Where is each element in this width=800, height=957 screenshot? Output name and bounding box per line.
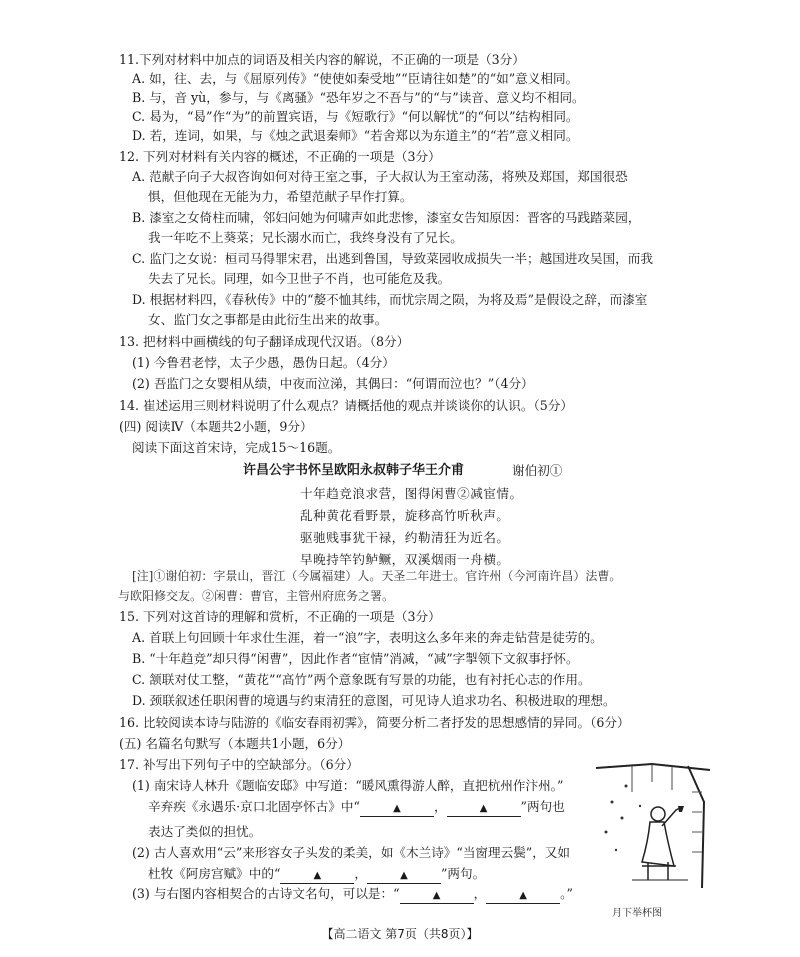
blank-marker: ▲ — [313, 870, 322, 881]
fill-q2-suffix: ”两句。 — [440, 866, 486, 881]
text-line: A. 如，往、去，与《屈原列传》“使使如秦受地”“臣请往如楚”的“如”意义相同。 — [132, 71, 579, 86]
text-line: (2) 古人喜欢用“云”来形容女子头发的柔美，如《木兰诗》“当窗理云鬓”，又如 — [132, 845, 571, 860]
blank-marker: ▲ — [519, 890, 527, 901]
text-line: 17. 补写出下列句子中的空缺部分。（6分） — [119, 757, 359, 772]
text-line: 表达了类似的担忧。 — [148, 824, 262, 839]
poem-author: 谢伯初① — [512, 463, 563, 478]
text-line: (1) 今鲁君老悖，太子少愚，愚伪日起。（4分） — [132, 355, 395, 370]
page-footer: 【高二语文 第7页（共8页）】 — [321, 927, 479, 941]
text-line: 11.下列对材料中加点的词语及相关内容的解说，不正确的一项是（3分） — [119, 52, 525, 67]
text-line: 14. 崔述运用三则材料说明了什么观点？请概括他的观点并谈谈你的认识。（5分） — [119, 398, 573, 413]
poem-line: 早晚持竿钓鲈鳜，双溪烟雨一舟横。 — [300, 552, 510, 567]
text-line: (1) 南宋诗人林升《题临安邸》中写道：“暖风熏得游人醉，直把杭州作汴州。” — [132, 778, 564, 793]
text-line: (五) 名篇名句默写（本题共1小题，6分） — [119, 736, 351, 751]
fill-question-2-line-2 — [148, 864, 485, 884]
text-line: 阅读下面这首宋诗，完成15～16题。 — [132, 440, 341, 455]
text-line: 16. 比较阅读本诗与陆游的《临安春雨初霁》，简要分析二者抒发的思想感情的异同。（6分） — [119, 715, 630, 730]
fill-q1-suffix: ”两句也 — [520, 799, 565, 814]
blank-marker: ▲ — [393, 803, 401, 814]
text-line: A. 范献子向子大叔咨询如何对待王室之事，子大叔认为王室动荡，将殃及郑国，郑国很恐 — [132, 169, 628, 184]
fill-separator: ， — [354, 866, 367, 881]
poem-note-line-2: 与欧阳修交友。②闲曹：曹官，主管州府庶务之署。 — [118, 589, 395, 603]
text-line: A. 首联上句回顾十年求仕生涯，着一“浪”字，表明这么多年来的奔走钻营是徒劳的。 — [132, 630, 603, 645]
poem-title: 许昌公宇书怀呈欧阳永叔韩子华王介甫 — [243, 463, 465, 478]
illustration-caption: 月下举杯图 — [612, 908, 662, 919]
text-line: D. 若，连词，如果，与《烛之武退秦师》“若舍郑以为东道主”的“若”意义相同。 — [132, 128, 579, 143]
poem-line: 乱种黄花看野景，旋移高竹听秋声。 — [300, 508, 510, 523]
poem-note-line-1: [注]①谢伯初：字景山，晋江（今属福建）人。天圣二年进士。官许州（今河南许昌）法曹。 — [132, 569, 622, 583]
text-line: C. 监门之女说：桓司马得罪宋君，出逃到鲁国，导致菜园收成损失一半；越国进攻吴国，而我 — [132, 251, 653, 266]
fill-separator: ， — [473, 886, 487, 901]
text-line: 惧，但他现在无能为力，希望范献子早作打算。 — [148, 189, 413, 204]
poem-line: 驱驰贱事犹干禄，约勒清狂为近名。 — [300, 530, 510, 545]
fill-separator: ， — [433, 799, 447, 814]
text-line: 女、监门女之事都是由此衍生出来的故事。 — [148, 312, 388, 327]
text-line: B. 与，音 yù，参与，与《离骚》“恐年岁之不吾与”的“与”读音、意义均不相同。 — [132, 90, 585, 105]
text-line: B. 漆室之女倚柱而啸，邻妇问她为何啸声如此悲惨，漆室女告知原因：晋客的马践踏菜园， — [132, 210, 641, 225]
fill-q3-prefix: (3) 与右图内容相契合的古诗文名句，可以是：“ — [132, 886, 400, 901]
answer-blank[interactable] — [486, 889, 560, 904]
fill-q2-prefix: 杜牧《阿房宫赋》中的“ — [148, 866, 281, 881]
text-line: (四) 阅读Ⅳ（本题共2小题，9分） — [119, 419, 313, 434]
poem-line: 十年趋竞浪求营，图得闲曹②减宦情。 — [300, 486, 523, 501]
answer-blank[interactable] — [360, 802, 434, 817]
text-line: B. “十年趋竞”却只得“闲曹”，因此作者“宦情”消减，“减”字掣领下文叙事抒怀。 — [132, 651, 579, 666]
text-line: D. 根据材料四，《春秋传》中的“嫠不恤其纬，而忧宗周之陨，为将及焉”是假设之辞，而漆室 — [132, 292, 648, 307]
text-line: C. 颔联对仗工整，“黄花”“高竹”两个意象既有写景的功能，也有衬托心志的作用。 — [132, 672, 591, 687]
answer-blank[interactable] — [367, 869, 441, 884]
answer-blank[interactable] — [447, 802, 521, 817]
answer-blank[interactable] — [280, 869, 354, 884]
text-line: 12. 下列对材料有关内容的概述，不正确的一项是（3分） — [119, 149, 441, 164]
text-line: 失去了兄长。同理，如今卫世子不肖，也可能危及我。 — [148, 271, 451, 286]
blank-marker: ▲ — [432, 890, 441, 901]
fill-q1-prefix: 辛弃疾《永遇乐·京口北固亭怀古》中“ — [148, 799, 360, 814]
text-line: D. 颈联叙述任职闲曹的境遇与约束清狂的意图，可见诗人追求功名、积极进取的理想。 — [132, 693, 616, 708]
fill-question-3 — [132, 884, 573, 904]
text-line: 15. 下列对这首诗的理解和赏析，不正确的一项是（3分） — [119, 609, 441, 624]
text-line: (2) 吾监门之女婴相从绩，中夜而泣涕，其偶曰：“何谓而泣也？”（4分） — [132, 376, 534, 391]
moon-toast-illustration — [592, 762, 712, 890]
blank-marker: ▲ — [400, 870, 408, 881]
text-line: 13. 把材料中画横线的句子翻译成现代汉语。（8分） — [119, 334, 410, 349]
fill-q3-suffix: 。” — [560, 886, 573, 901]
text-line: 我一年吃不上葵菜；兄长溺水而亡，我终身没有了兄长。 — [148, 230, 463, 245]
answer-blank[interactable] — [400, 889, 474, 904]
text-line: C. 曷为，“曷”作“为”的前置宾语，与《短歌行》“何以解忧”的“何以”结构相同。 — [132, 109, 579, 124]
blank-marker: ▲ — [479, 803, 488, 814]
fill-question-1-line-2 — [148, 797, 565, 817]
